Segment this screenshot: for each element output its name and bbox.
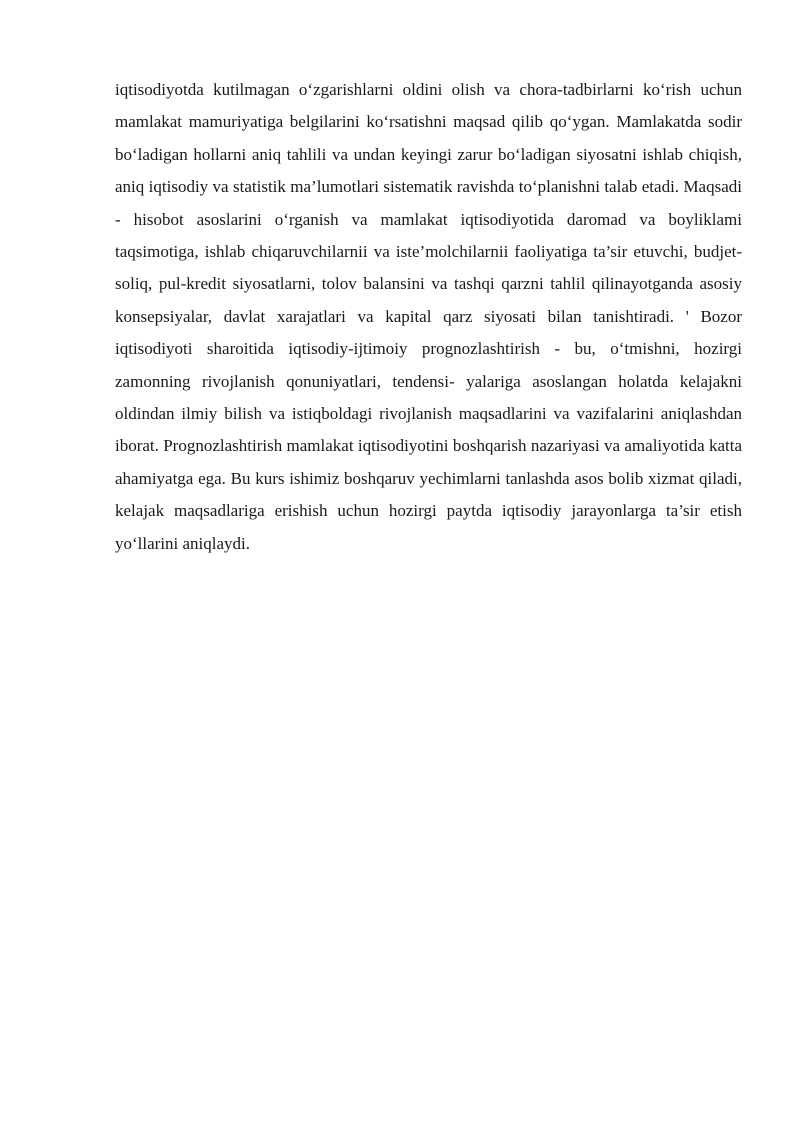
body-paragraph: iqtisodiyotda kutilmagan o‘zgarishlarni oldini olish va chora-tadbirlarni ko‘rish uchun mamlakat mamuriyatiga belgilarini ko‘rsatishni maqsad qilib qo‘ygan. Mamlakatda sodir bo‘ladigan hollarni aniq tahlili va undan keyingi zarur bo‘ladigan siyosatni ishlab chiqish, aniq iqtisodiy va statistik ma’lumotlari sistematik ravishda to‘planishni talab etadi. Maqsadi - hisobot asoslarini o‘rganish va mamlakat iqtisodiyotida daromad va boyliklami taqsimotiga, ishlab chiqaruvchilarnii va iste’molchilarnii faoliyatiga ta’sir etuvchi, budjet-soliq, pul-kredit siyosatlarni, tolov balansini va tashqi qarzni tahlil qilinayotganda asosiy konsepsiyalar, davlat xarajatlari va kapital qarz siyosati bilan tanishtiradi. ' Bozor iqtisodiyoti sharoitida iqtisodiy-ijtimoiy prognozlashtirish - bu, o‘tmishni, hozirgi zamonning rivojlanish qonuniyatlari, tendensi- yalariga asoslangan holatda kelajakni oldindan ilmiy bilish va istiqboldagi rivojlanish maqsadlarini va vazifalarini aniqlashdan iborat. Prognozlashtirish mamlakat iqtisodiyotini boshqarish nazariyasi va amaliyotida katta ahamiyatga ega. Bu kurs ishimiz boshqaruv yechimlarni tanlashda asos bolib xizmat qiladi, kelajak maqsadlariga erishish uchun hozirgi paytda iqtisodiy jarayonlarga ta’sir etish yo‘llarini aniqlaydi.	[115, 80, 742, 553]
